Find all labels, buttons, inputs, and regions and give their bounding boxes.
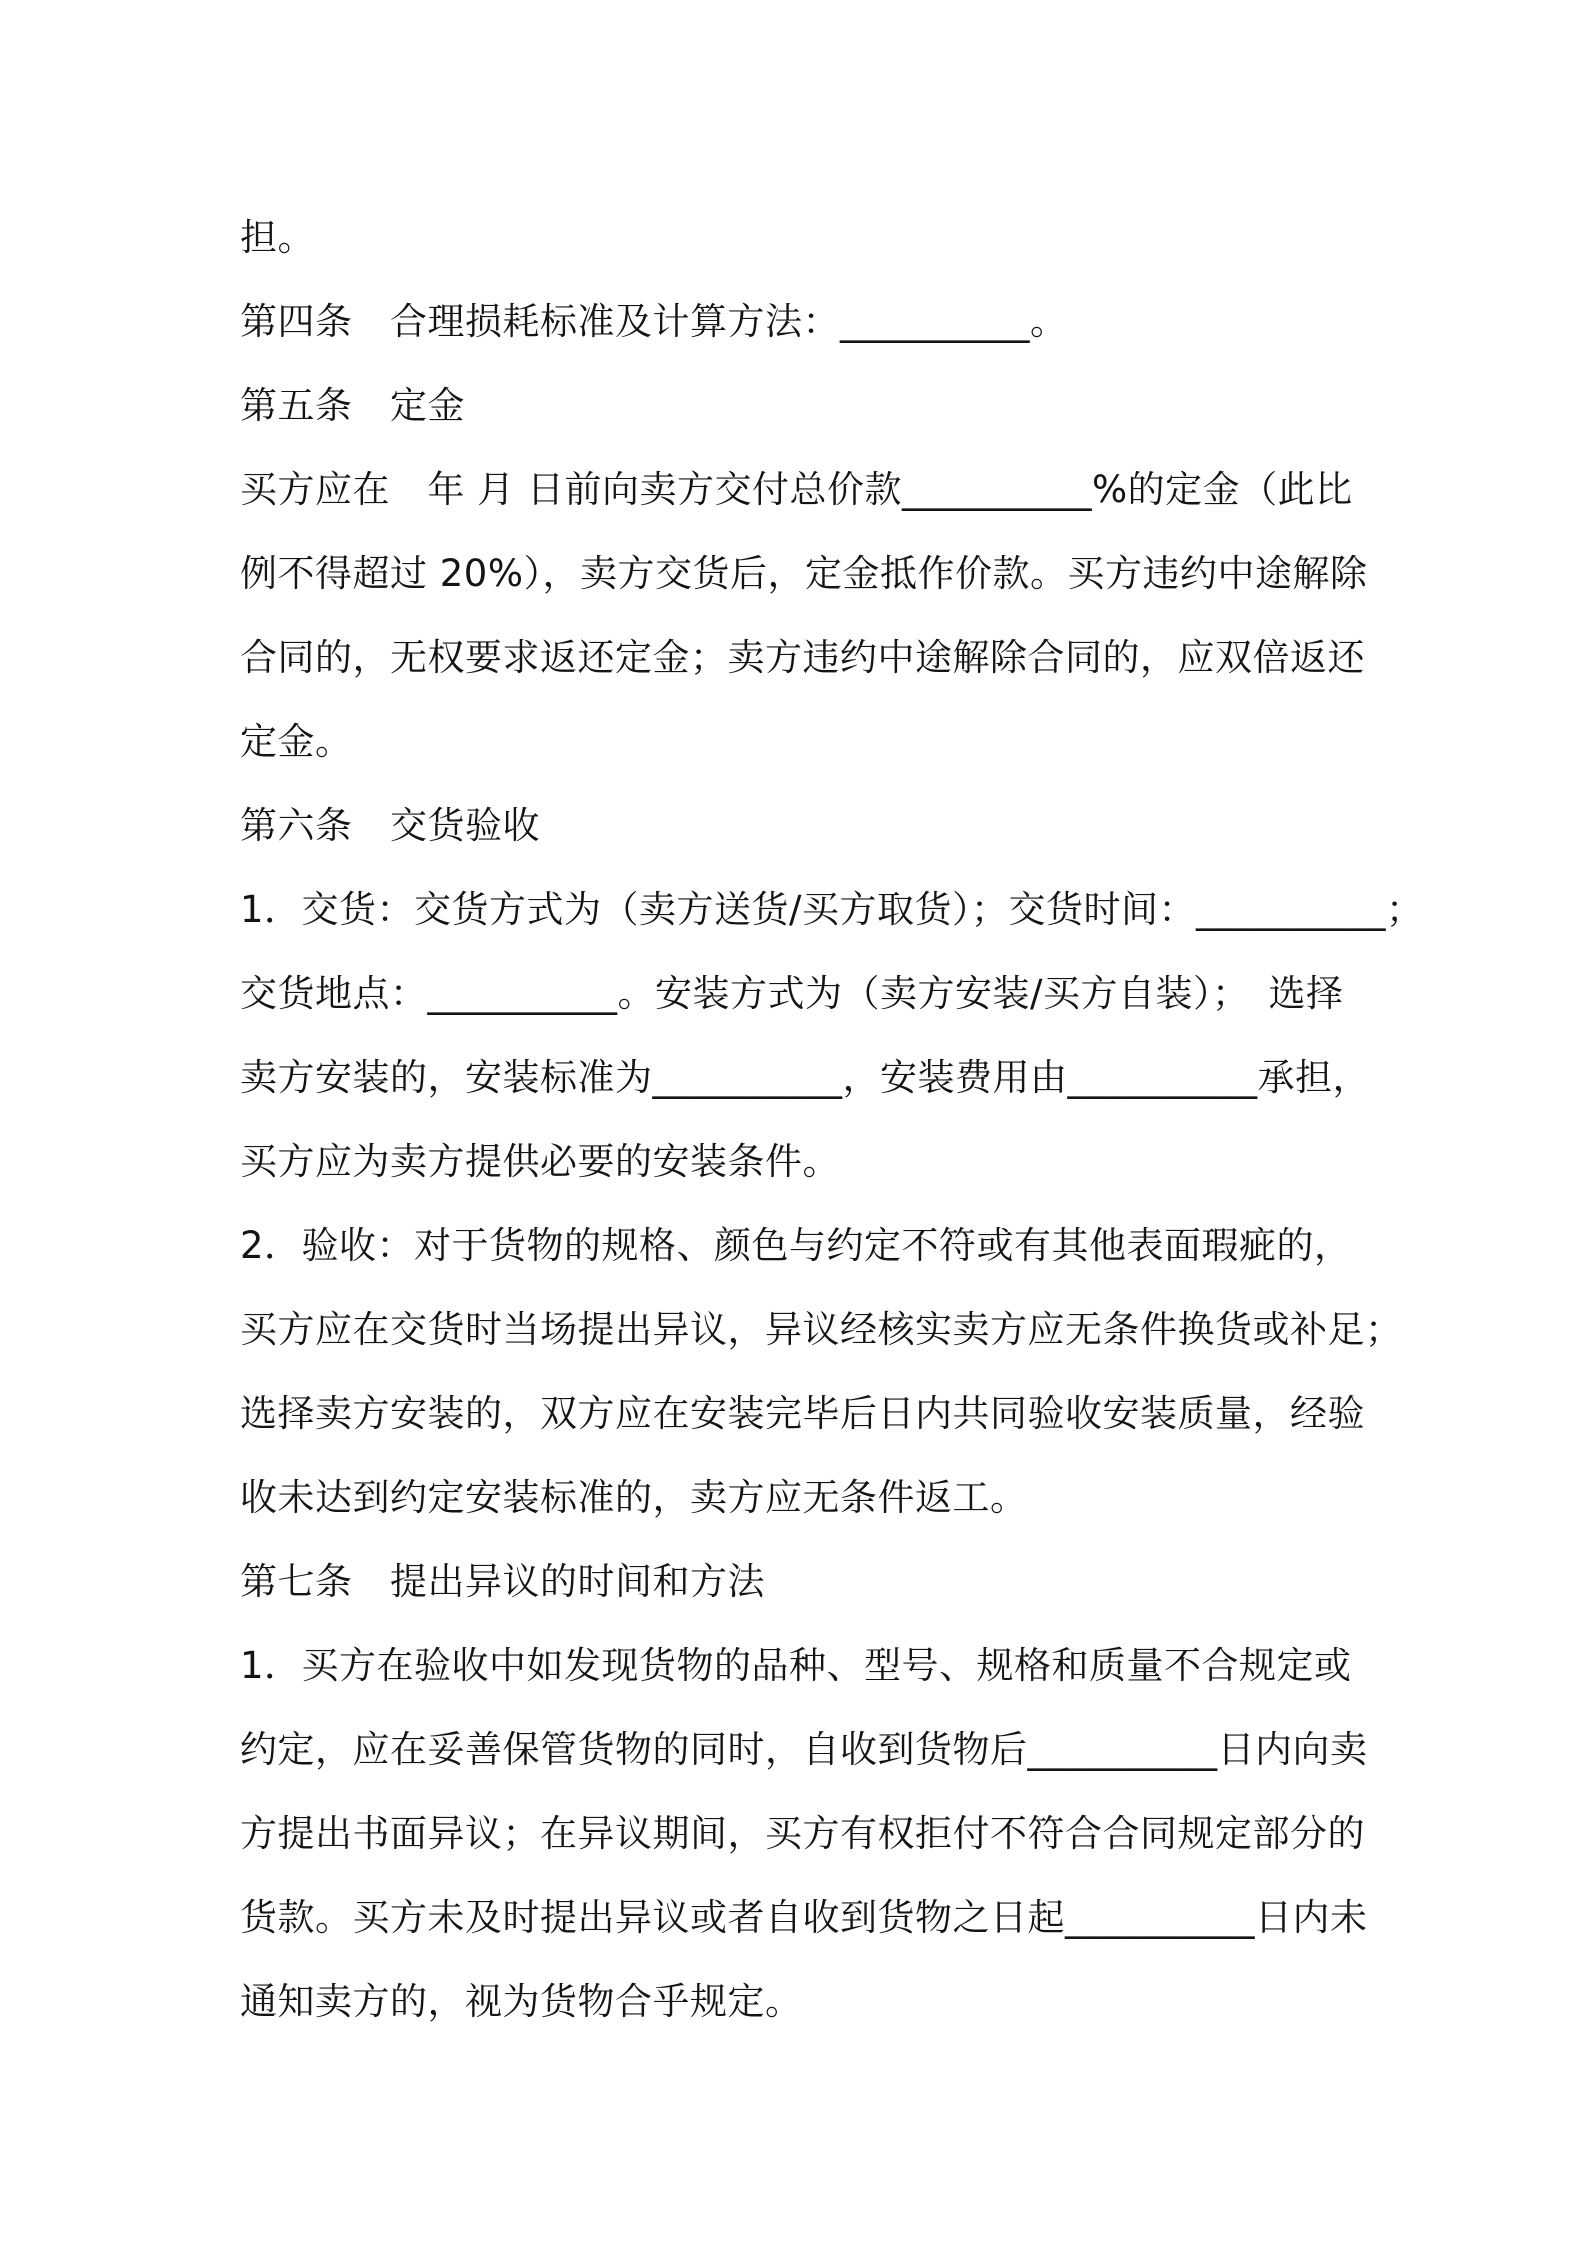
text-line-22: 通知卖方的，视为货物合乎规定。 [240,1980,803,2023]
text-line-6: 合同的，无权要求返还定金；卖方违约中途解除合同的，应双倍返还 [240,636,1365,679]
article-7-heading: 第七条 提出异议的时间和方法 [240,1560,765,1603]
text-line-4: 买方应在 年 月 日前向卖方交付总价款__________%的定金（此比 [240,468,1353,511]
text-line-19: 约定，应在妥善保管货物的同时，自收到货物后__________日内向卖 [240,1728,1368,1771]
text-line-18: 1．买方在验收中如发现货物的品种、型号、规格和质量不合规定或 [240,1644,1352,1687]
text-line-7: 定金。 [240,720,353,763]
text-line-14: 买方应在交货时当场提出异议，异议经核实卖方应无条件换货或补足； [240,1308,1403,1351]
text-line-11: 卖方安装的，安装标准为__________，安装费用由__________承担， [240,1056,1370,1099]
document-body [240,196,1424,2044]
text-line-1: 担。 [240,216,315,259]
text-line-9: 1．交货：交货方式为（卖方送货/买方取货）；交货时间：__________； [240,888,1424,931]
article-6-heading: 第六条 交货验收 [240,804,540,847]
text-line-16: 收未达到约定安装标准的，卖方应无条件返工。 [240,1476,1028,1519]
article-5-heading: 第五条 定金 [240,384,465,427]
text-line-13: 2．验收：对于货物的规格、颜色与约定不符或有其他表面瑕疵的， [240,1224,1352,1267]
text-line-5: 例不得超过 20%），卖方交货后，定金抵作价款。买方违约中途解除 [240,552,1368,595]
text-line-12: 买方应为卖方提供必要的安装条件。 [240,1140,840,1183]
text-line-10: 交货地点：__________。安装方式为（卖方安装/买方自装）； 选择 [240,972,1344,1015]
text-line-21: 货款。买方未及时提出异议或者自收到货物之日起__________日内未 [240,1896,1368,1939]
text-line-15: 选择卖方安装的，双方应在安装完毕后日内共同验收安装质量，经验 [240,1392,1365,1435]
article-4-heading: 第四条 合理损耗标准及计算方法：__________。 [240,300,1068,343]
text-line-20: 方提出书面异议；在异议期间，买方有权拒付不符合合同规定部分的 [240,1812,1365,1855]
